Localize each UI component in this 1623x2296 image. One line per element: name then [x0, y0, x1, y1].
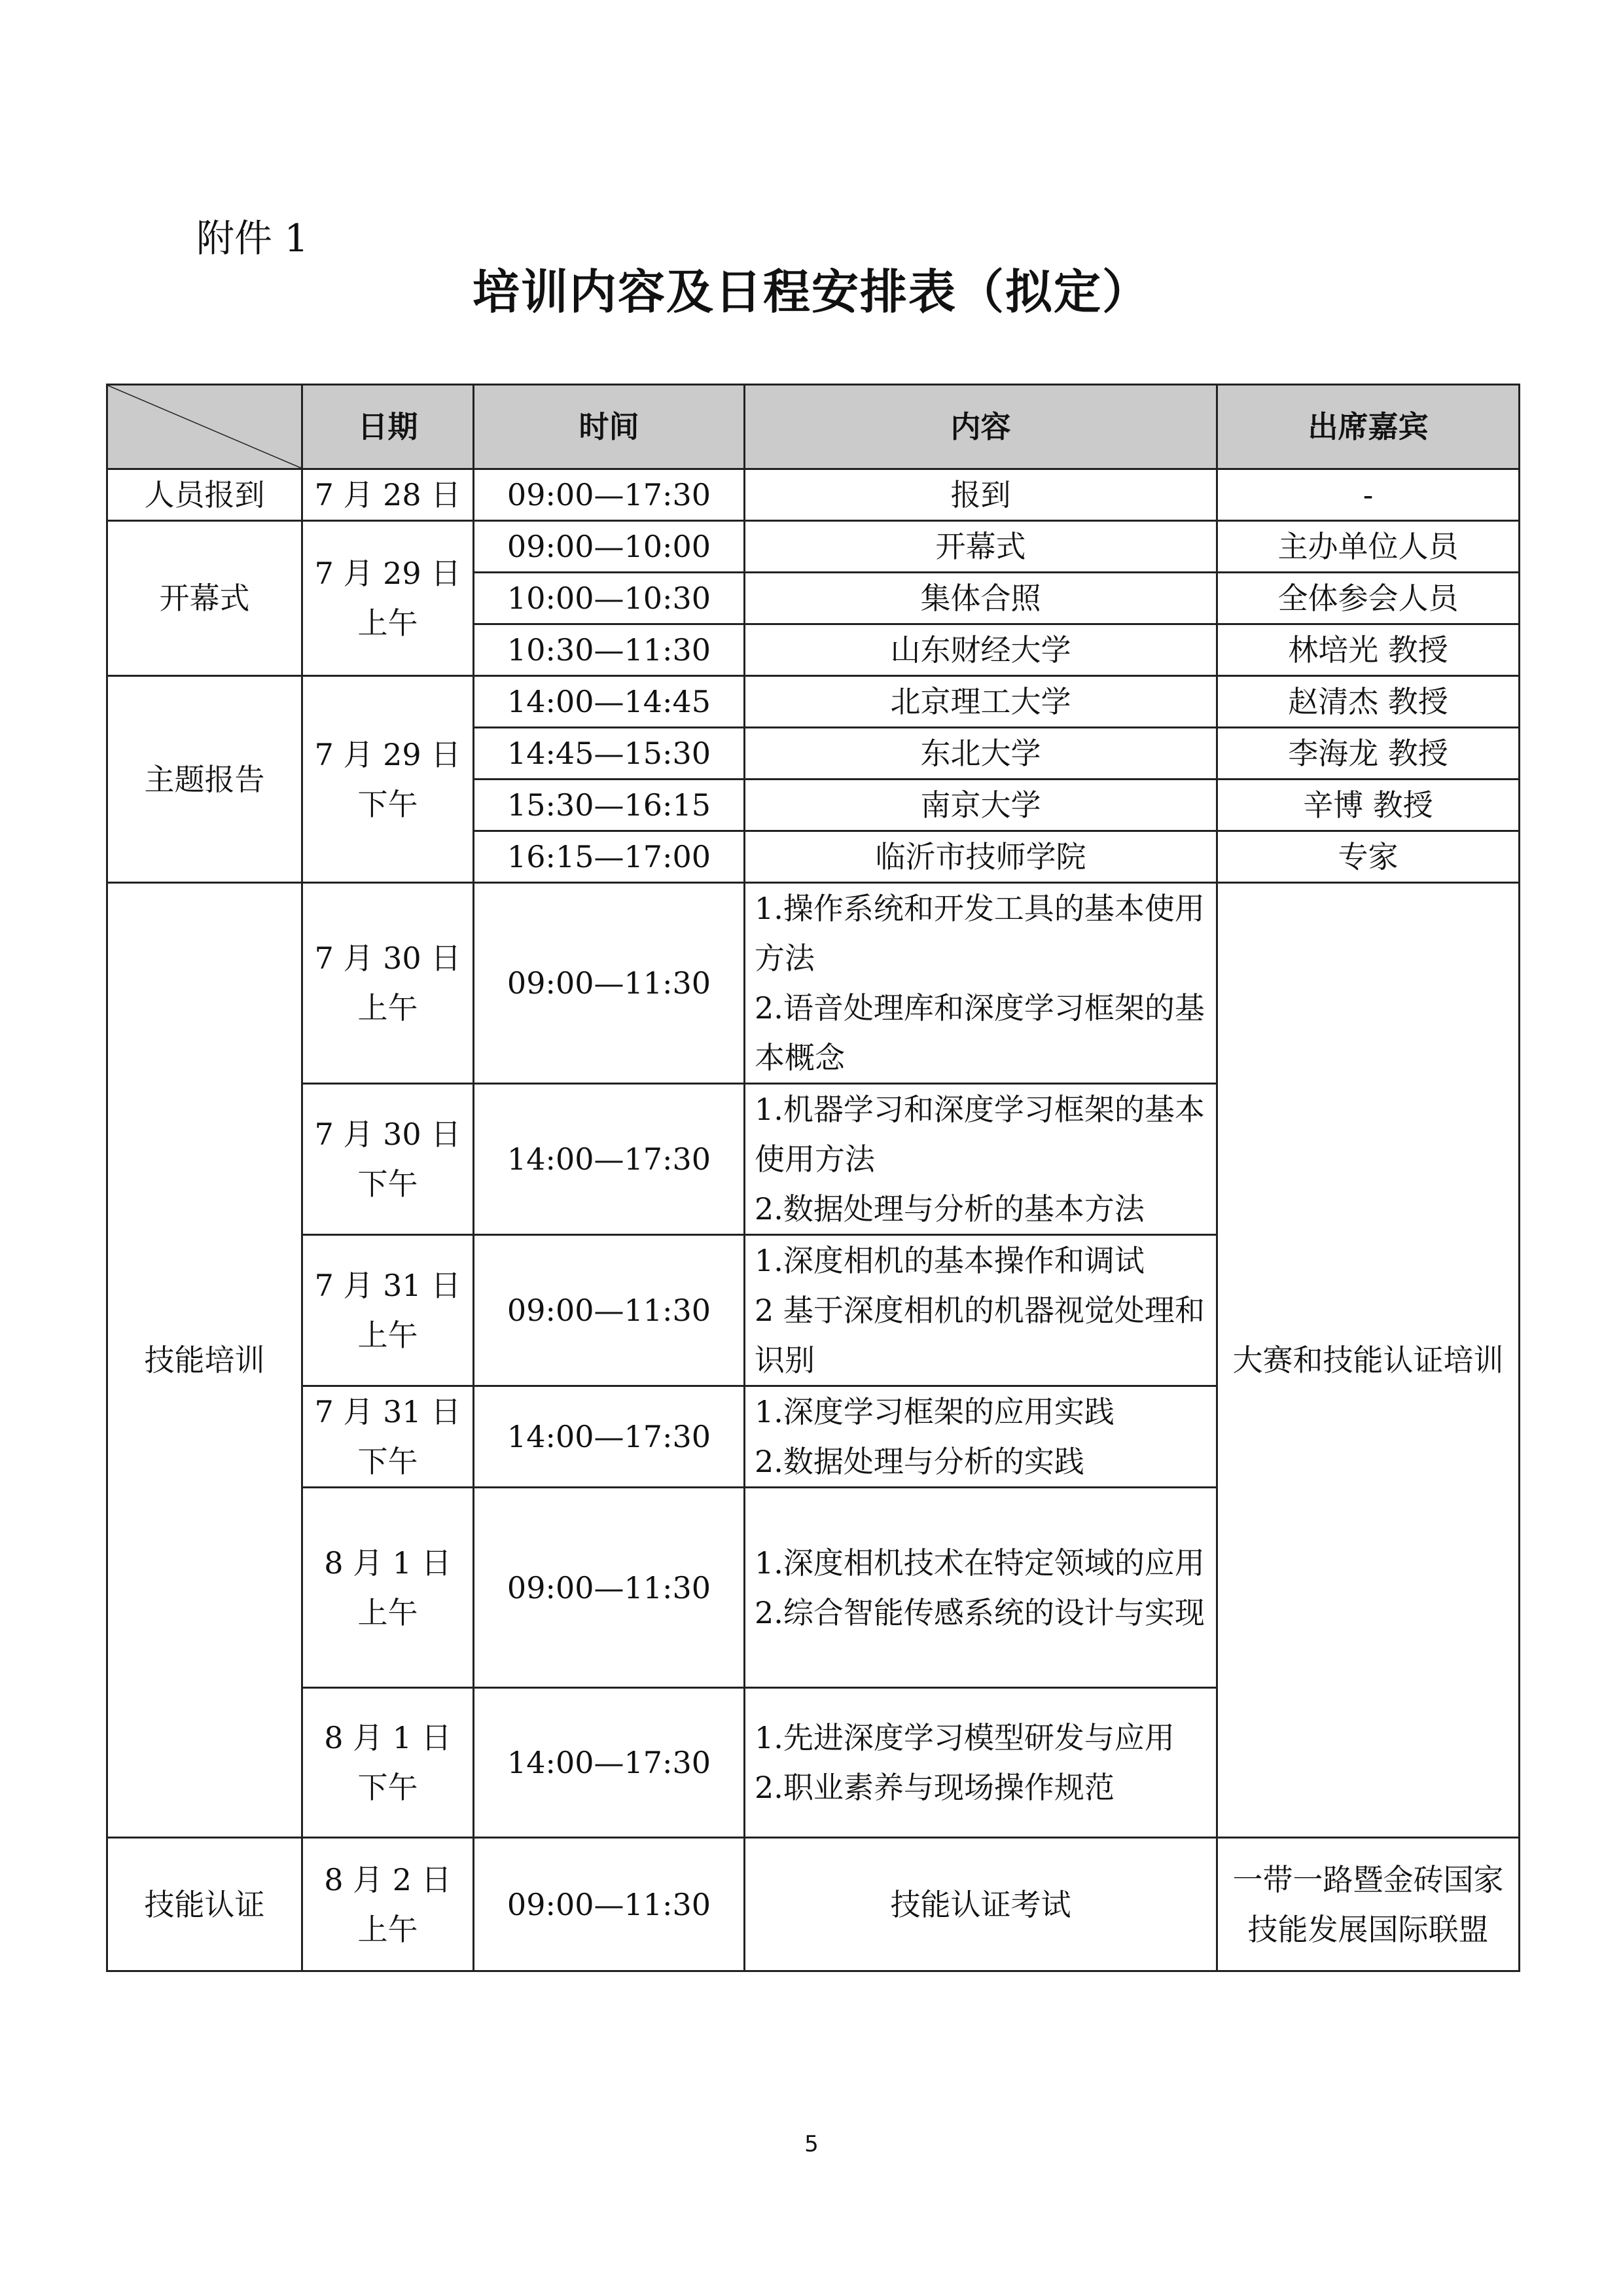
attachment-label: 附件 1: [196, 216, 309, 260]
time-cell: 14:45—15:30: [474, 728, 745, 780]
content-line: 1.深度相机的基本操作和调试: [755, 1243, 1145, 1278]
category-certification: 技能认证: [107, 1838, 302, 1971]
content-line: 2.数据处理与分析的实践: [755, 1444, 1084, 1479]
time-cell: 10:00—10:30: [474, 573, 745, 624]
guest-cell: 一带一路暨金砖国家技能发展国际联盟: [1217, 1838, 1520, 1971]
time-cell: 09:00—11:30: [474, 1235, 745, 1386]
content-line: 1.深度学习框架的应用实践: [755, 1394, 1115, 1429]
guest-cell: 辛博 教授: [1217, 780, 1520, 831]
time-cell: 09:00—11:30: [474, 883, 745, 1084]
content-line: 2.语音处理库和深度学习框架的基本概念: [755, 990, 1205, 1075]
table-header-row: [107, 385, 1520, 469]
content-cell: 开幕式: [745, 521, 1217, 573]
content-cell: [745, 1488, 1217, 1688]
date-text: 7 月 29 日: [314, 556, 461, 591]
content-cell: 临沂市技师学院: [745, 831, 1217, 883]
content-line: 1.操作系统和开发工具的基本使用方法: [755, 891, 1205, 976]
period-text: 下午: [357, 786, 418, 822]
time-cell: 09:00—11:30: [474, 1488, 745, 1688]
date-cell: 7 月 28 日: [302, 469, 474, 521]
date-text: 7 月 30 日: [314, 1117, 461, 1152]
date-text: 8 月 1 日: [324, 1720, 452, 1755]
header-content: 内容: [745, 385, 1217, 469]
content-cell: [745, 1688, 1217, 1838]
date-text: 7 月 30 日: [314, 941, 461, 976]
category-training: 技能培训: [107, 883, 302, 1838]
date-text: 7 月 31 日: [314, 1394, 461, 1429]
date-cell: [302, 883, 474, 1084]
guest-cell: 专家: [1217, 831, 1520, 883]
content-line: 1.机器学习和深度学习框架的基本使用方法: [755, 1092, 1205, 1177]
table-row: [107, 521, 1520, 573]
table-row: [107, 883, 1520, 1084]
schedule-table: [106, 384, 1520, 1972]
corner-cell: [107, 385, 302, 469]
content-cell: 报到: [745, 469, 1217, 521]
content-cell: 南京大学: [745, 780, 1217, 831]
date-text: 7 月 31 日: [314, 1268, 461, 1303]
guest-cell: 林培光 教授: [1217, 624, 1520, 676]
date-cell: [302, 1235, 474, 1386]
date-cell: [302, 1688, 474, 1838]
content-cell: [745, 1084, 1217, 1235]
time-cell: 09:00—11:30: [474, 1838, 745, 1971]
time-cell: 14:00—17:30: [474, 1084, 745, 1235]
content-line: 2 基于深度相机的机器视觉处理和识别: [755, 1293, 1205, 1378]
date-cell: [302, 1084, 474, 1235]
content-line: 1.深度相机技术在特定领域的应用: [755, 1545, 1205, 1581]
guest-cell: 全体参会人员: [1217, 573, 1520, 624]
header-time: 时间: [474, 385, 745, 469]
page-title: 培训内容及日程安排表（拟定）: [472, 264, 1150, 319]
guest-cell: -: [1217, 469, 1520, 521]
content-line: 2.职业素养与现场操作规范: [755, 1770, 1115, 1805]
time-cell: 14:00—17:30: [474, 1386, 745, 1488]
time-cell: 09:00—10:00: [474, 521, 745, 573]
period-text: 下午: [357, 1166, 418, 1202]
time-cell: 14:00—17:30: [474, 1688, 745, 1838]
guest-cell: 赵清杰 教授: [1217, 676, 1520, 728]
date-cell: [302, 1838, 474, 1971]
diagonal-line: [108, 386, 301, 468]
content-cell: [745, 1235, 1217, 1386]
time-cell: 09:00—17:30: [474, 469, 745, 521]
page-number: 5: [804, 2131, 819, 2157]
time-cell: 10:30—11:30: [474, 624, 745, 676]
guest-cell-training: 大赛和技能认证培训: [1217, 883, 1520, 1838]
date-cell: [302, 1488, 474, 1688]
time-cell: 14:00—14:45: [474, 676, 745, 728]
period-text: 上午: [357, 1594, 418, 1630]
period-text: 上午: [357, 1911, 418, 1947]
content-cell: [745, 1386, 1217, 1488]
content-line: 2.综合智能传感系统的设计与实现: [755, 1594, 1205, 1630]
content-line: 1.先进深度学习模型研发与应用: [755, 1720, 1175, 1755]
time-cell: 15:30—16:15: [474, 780, 745, 831]
period-text: 下午: [357, 1770, 418, 1805]
content-cell: [745, 883, 1217, 1084]
content-cell: 集体合照: [745, 573, 1217, 624]
period-text: 上午: [357, 605, 418, 641]
header-date: 日期: [302, 385, 474, 469]
date-text: 7 月 29 日: [314, 736, 461, 772]
table-row: [107, 676, 1520, 728]
guest-cell: 李海龙 教授: [1217, 728, 1520, 780]
date-cell: [302, 676, 474, 883]
table-row: [107, 1838, 1520, 1971]
period-text: 下午: [357, 1444, 418, 1479]
date-text: 8 月 1 日: [324, 1545, 452, 1581]
date-text: 8 月 2 日: [324, 1861, 452, 1897]
content-cell: 技能认证考试: [745, 1838, 1217, 1971]
content-cell: 山东财经大学: [745, 624, 1217, 676]
period-text: 上午: [357, 1318, 418, 1353]
period-text: 上午: [357, 990, 418, 1026]
content-cell: 北京理工大学: [745, 676, 1217, 728]
content-line: 2.数据处理与分析的基本方法: [755, 1191, 1145, 1227]
category-checkin: 人员报到: [107, 469, 302, 521]
table-row: [107, 469, 1520, 521]
time-cell: 16:15—17:00: [474, 831, 745, 883]
category-keynote: 主题报告: [107, 676, 302, 883]
date-cell: [302, 1386, 474, 1488]
guest-cell: 主办单位人员: [1217, 521, 1520, 573]
category-opening: 开幕式: [107, 521, 302, 676]
header-guest: 出席嘉宾: [1217, 385, 1520, 469]
content-cell: 东北大学: [745, 728, 1217, 780]
date-cell: [302, 521, 474, 676]
